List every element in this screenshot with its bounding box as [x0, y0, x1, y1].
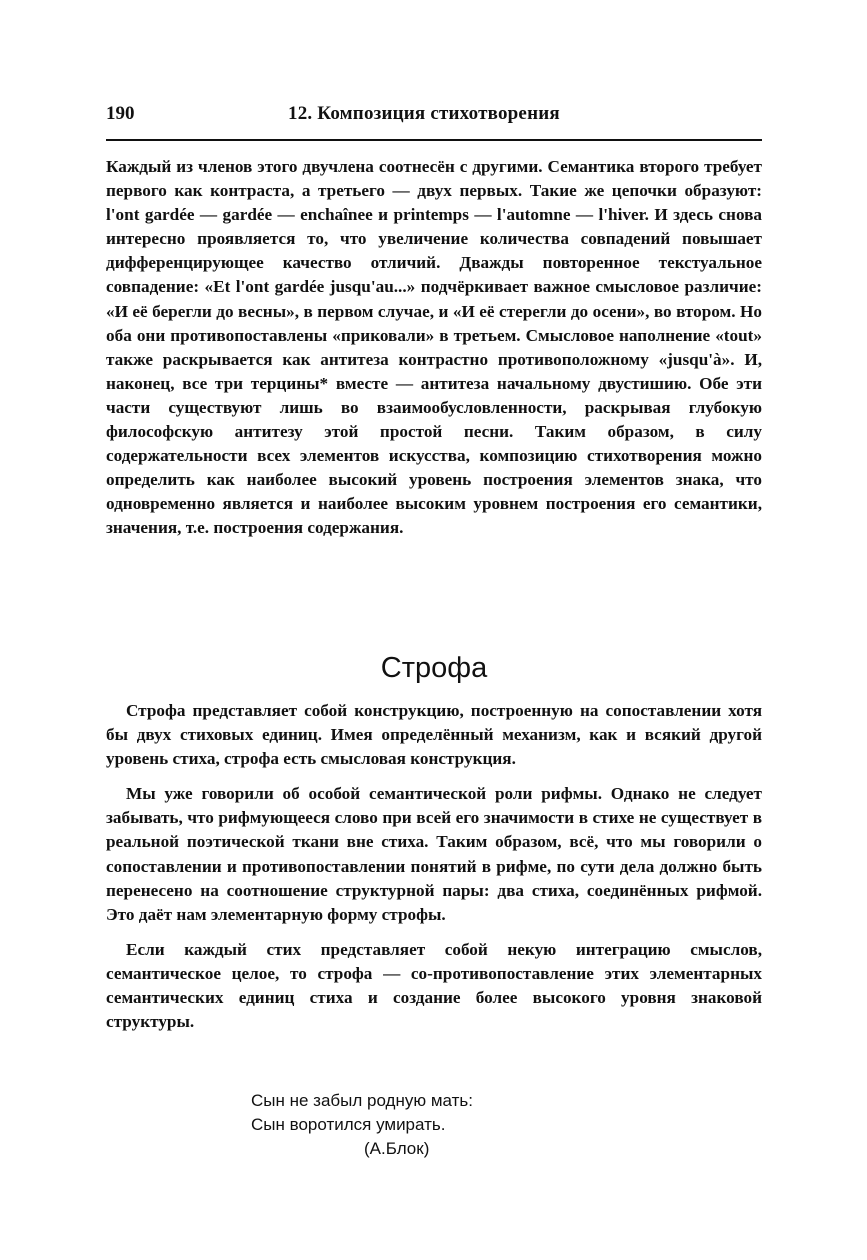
verse-line: Сын воротился умирать.	[251, 1115, 446, 1134]
verse-quote	[251, 1089, 611, 1161]
page-header	[106, 103, 762, 133]
header-rule	[106, 139, 762, 141]
section-paragraph: Если каждый стих представляет собой некую интеграцию смыслов, семантическое целое, то строфа — со-противопоставление этих элементарных семантических единиц стиха и создание более высокого уровня знаковой структуры.	[106, 939, 762, 1032]
page-number: 190	[106, 103, 135, 124]
verse-attribution: (А.Блок)	[364, 1139, 430, 1158]
section-title: Строфа	[380, 652, 488, 684]
running-title: 12. Композиция стихотворения	[288, 103, 560, 124]
section-paragraph: Мы уже говорили об особой семантической роли рифмы. Однако не следует забывать, что рифмующееся слово при всей его значимости в стихе не существует в реальной поэтической ткани вне стиха. Таким образом, всё, что мы говорили о сопоставлении и противопоставлении понятий в рифме, по сути дела должно быть перенесено на соотношение структурной пары: два стиха, соединённых рифмой. Это даёт нам элементарную форму строфы.	[106, 784, 762, 924]
verse-line: Сын не забыл родную мать:	[251, 1091, 473, 1110]
section-paragraph: Строфа представляет собой конструкцию, построенную на сопоставлении хотя бы двух стиховых единиц. Имея определённый механизм, как и всякий другой уровень стиха, строфа есть смысловая конструкция.	[106, 701, 762, 769]
intro-text-block	[106, 155, 762, 541]
section-text-block	[106, 699, 762, 1045]
intro-paragraph: Каждый из членов этого двучлена соотнесён с другими. Семантика второго требует первого как контраста, а третьего — двух первых. Такие же цепочки образуют: l'ont gardée — gardée — enchaînee и printemps — l'automne — l'hiver. И здесь снова интересно проявляется то, что увеличение количества совпадений повышает дифференцирующее качество отличий. Дважды повторенное текстуальное совпадение: «Et l'ont gardée jusqu'au...» подчёркивает важное смысловое различие: «И её берегли до весны», в первом случае, и «И её стерегли до осени», во втором. Но оба они противопоставлены «приковали» в третьем. Смысловое наполнение «tout» также раскрывается как антитеза контрастно противоположному «jusqu'à». И, наконец, все три терцины* вместе — антитеза начальному двустишию. Обе эти части существуют лишь во взаимообусловленности, раскрывая глубокую философскую антитезу этой простой песни. Таким образом, в силу содержательности всех элементов искусства, композицию стихотворения можно определить как наиболее высокий уровень построения элементов знака, что одновременно является и наиболее высоким уровнем построения его семантики, значения, т.е. построения содержания.	[106, 157, 762, 538]
